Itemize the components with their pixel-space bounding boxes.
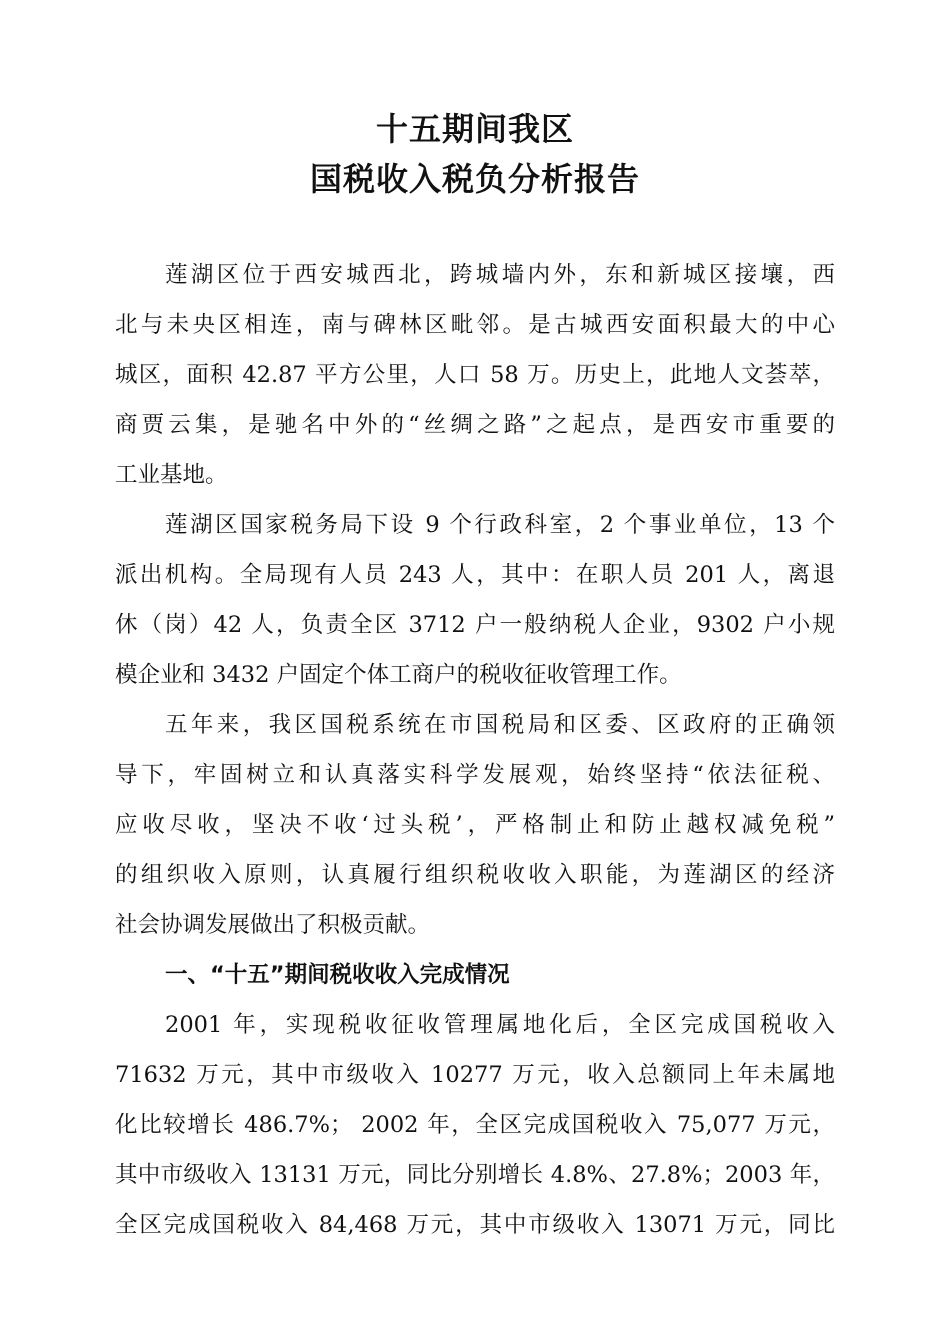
body-line: 71632 万元，其中市级收入 10277 万元，收入总额同上年未属地 <box>115 1062 835 1088</box>
body-line: 应收尽收，坚决不收‘过头税’，严格制止和防止越权减免税” <box>115 812 835 838</box>
body-line: 五年来，我区国税系统在市国税局和区委、区政府的正确领 <box>165 712 835 738</box>
body-line: 导下，牢固树立和认真落实科学发展观，始终坚持“依法征税、 <box>115 762 835 788</box>
body-line: 化比较增长 486.7%； 2002 年，全区完成国税收入 75,077 万元， <box>115 1112 835 1138</box>
body-line: 工业基地。 <box>115 462 228 488</box>
body-line: 模企业和 3432 户固定个体工商户的税收征收管理工作。 <box>115 662 682 688</box>
body-line: 莲湖区国家税务局下设 9 个行政科室，2 个事业单位，13 个 <box>165 512 835 538</box>
section-heading: 一、“十五”期间税收收入完成情况 <box>165 962 510 988</box>
body-line: 社会协调发展做出了积极贡献。 <box>115 912 431 938</box>
body-line: 2001 年，实现税收征收管理属地化后，全区完成国税收入 <box>165 1012 835 1038</box>
body-line: 商贾云集，是驰名中外的“丝绸之路”之起点，是西安市重要的 <box>115 412 835 438</box>
body-line: 北与未央区相连，南与碑林区毗邻。是古城西安面积最大的中心 <box>115 312 835 338</box>
body-line: 城区，面积 42.87 平方公里，人口 58 万。历史上，此地人文荟萃， <box>115 362 835 388</box>
body-line: 其中市级收入 13131 万元，同比分别增长 4.8%、27.8%；2003 年， <box>115 1162 835 1188</box>
body-line: 莲湖区位于西安城西北，跨城墙内外，东和新城区接壤，西 <box>165 262 835 288</box>
body-line: 派出机构。全局现有人员 243 人，其中：在职人员 201 人，离退 <box>115 562 835 588</box>
body-line: 全区完成国税收入 84,468 万元，其中市级收入 13071 万元，同比 <box>115 1212 835 1238</box>
document-title-line-2: 国税收入税负分析报告 <box>309 160 640 198</box>
body-line: 的组织收入原则，认真履行组织税收收入职能，为莲湖区的经济 <box>115 862 835 888</box>
document-title-line-1: 十五期间我区 <box>375 110 574 148</box>
body-line: 休（岗）42 人，负责全区 3712 户一般纳税人企业，9302 户小规 <box>115 612 835 638</box>
